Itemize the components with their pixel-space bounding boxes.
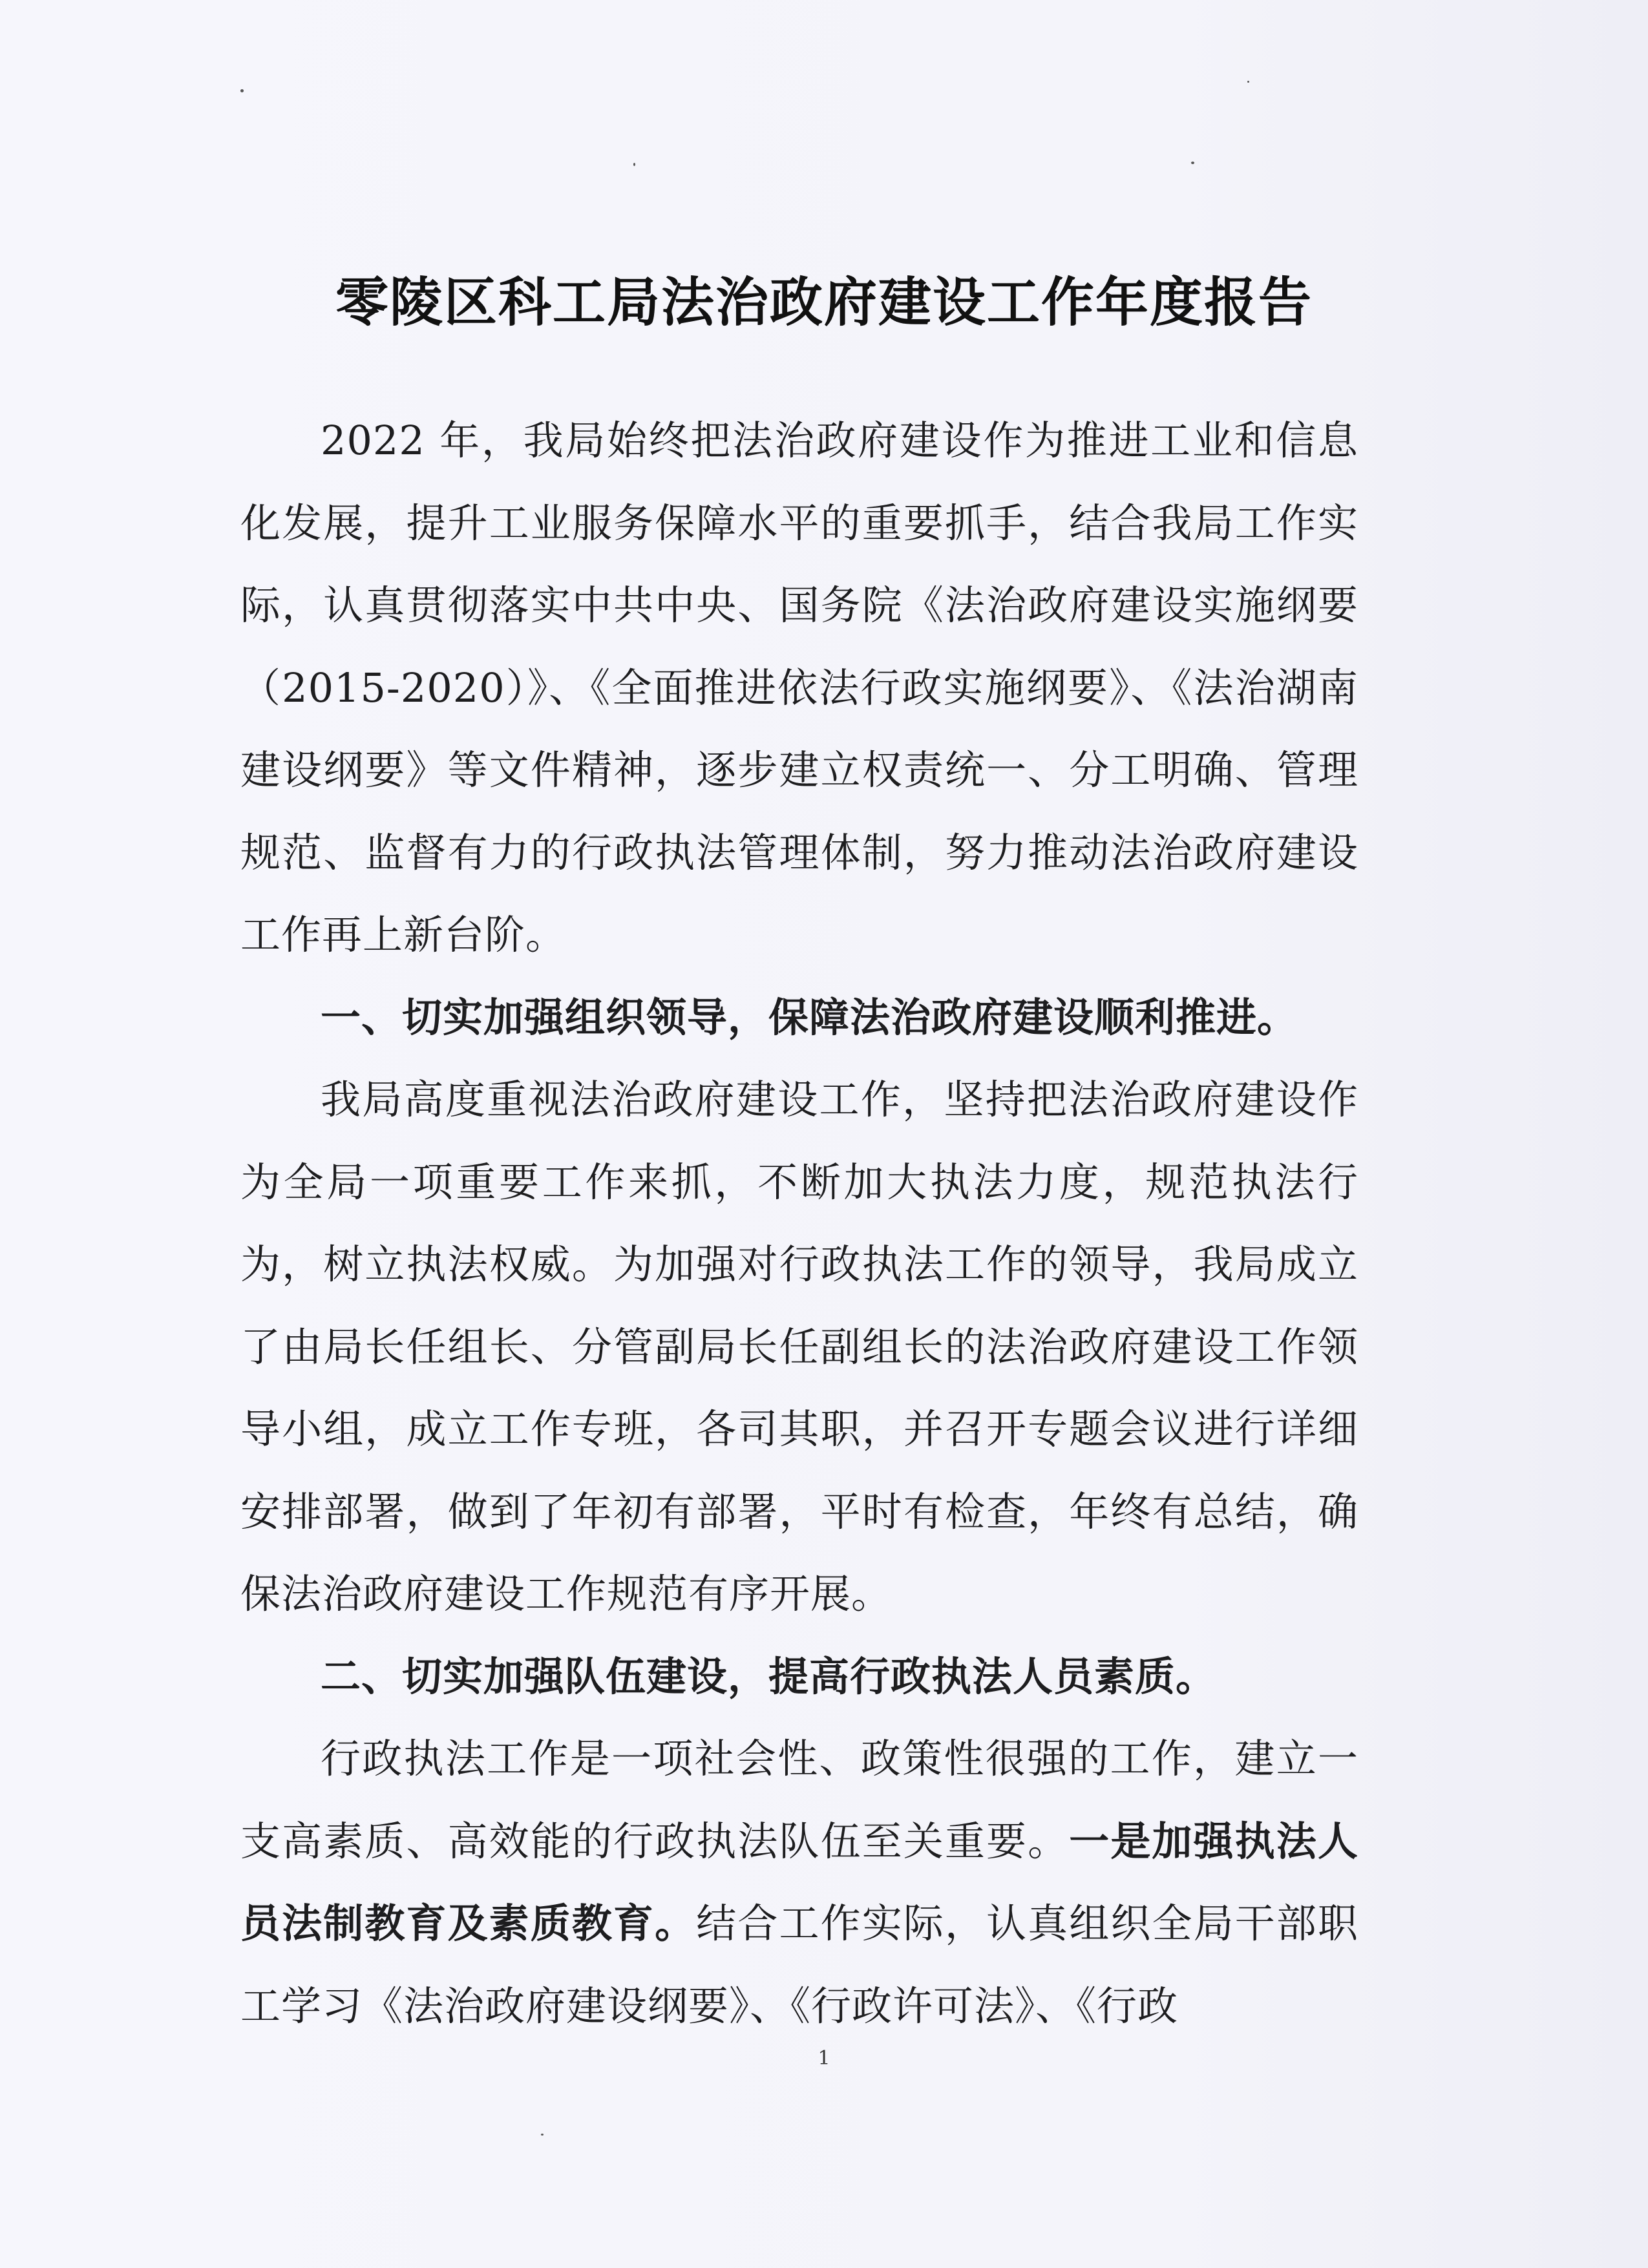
intro-paragraph: 2022 年，我局始终把法治政府建设作为推进工业和信息化发展，提升工业服务保障水平的重要抓手，结合我局工作实际，认真贯彻落实中共中央、国务院《法治政府建设实施纲要（2015-2020）》、《全面推进依法行政实施纲要》、《法治湖南建设纲要》等文件精神，逐步建立权责统一、分工明确、管理规范、监督有力的行政执法管理体制，努力推动法治政府建设工作再上新台阶。: [240, 417, 1358, 958]
section-heading-2: 二、切实加强队伍建设，提高行政执法人员素质。: [321, 1652, 1217, 1700]
page-number: 1: [818, 2047, 830, 2070]
section-2-text-continued: 结合工作实际，认真组织全局干部职工学习《法治政府建设纲要》、《行政许可法》、《行政: [240, 1900, 1358, 2030]
scan-speck: [541, 2134, 544, 2136]
section-2-emphasis: 一是加强执法人员法制教育及素质教育。: [240, 1817, 1358, 1947]
section-2-paragraph: [240, 1717, 1358, 2047]
scan-speck: [633, 163, 635, 166]
section-1-paragraph: 我局高度重视法治政府建设工作，坚持把法治政府建设作为全局一项重要工作来抓，不断加大执法力度，规范执法行为，树立执法权威。为加强对行政执法工作的领导，我局成立了由局长任组长、分管副局长任副组长的法治政府建设工作领导小组，成立工作专班，各司其职，并召开专题会议进行详细安排部署，做到了年初有部署，平时有检查，年终有总结，确保法治政府建设工作规范有序开展。: [240, 1076, 1358, 1617]
section-2-text: 行政执法工作是一项社会性、政策性很强的工作，建立一支高素质、高效能的行政执法队伍至关重要。: [240, 1735, 1358, 1865]
scan-speck: [1191, 162, 1194, 164]
scan-speck: [240, 89, 244, 92]
document-title: 零陵区科工局法治政府建设工作年度报告: [335, 271, 1313, 333]
scan-speck: [1247, 81, 1249, 83]
section-heading-1: 一、切实加强组织领导，保障法治政府建设顺利推进。: [321, 993, 1298, 1041]
document-body: [240, 399, 1358, 2047]
